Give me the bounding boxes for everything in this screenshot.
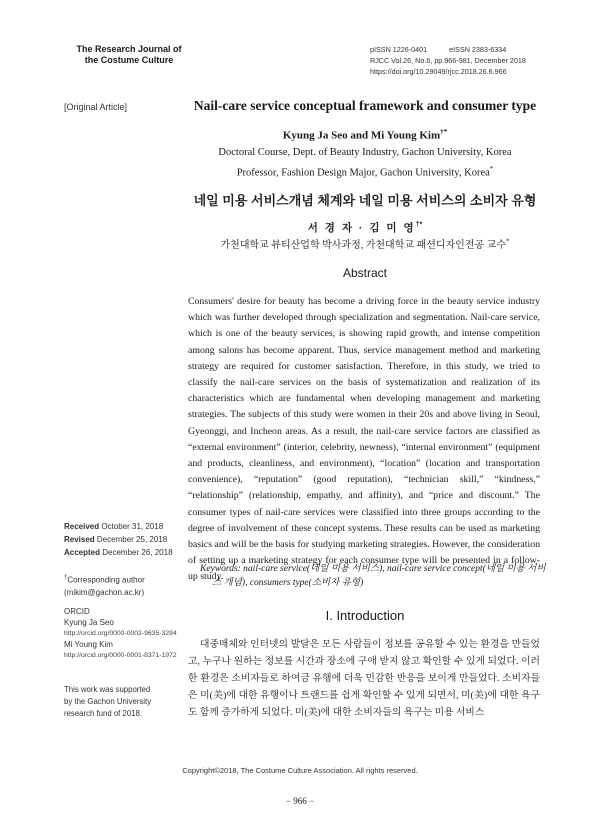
revised-label: Revised: [64, 535, 95, 544]
corresponding-email[interactable]: (mikim@gachon.ac.kr): [64, 587, 145, 597]
affiliation-english-1: Doctoral Course, Dept. of Beauty Industry, Gachon University, Korea: [218, 147, 512, 158]
abstract-heading: Abstract: [342, 266, 387, 280]
affiliation-korean-mark: *: [505, 237, 510, 246]
affiliation-korean: [175, 236, 555, 251]
funding-note: This work was supported by the Gachon University research fund of 2018.: [64, 685, 152, 718]
accepted-date-row: [64, 546, 173, 559]
orcid-link-1[interactable]: http://orcid.org/0000-0002-9635-3294: [64, 630, 177, 637]
orcid-name-1: Kyung Ja Seo: [64, 618, 114, 627]
orcid-link-2[interactable]: http://orcid.org/0000-0001-8371-1972: [64, 652, 177, 659]
accepted-label: Accepted: [64, 548, 101, 557]
orcid-name-2: Mi Young Kim: [64, 640, 113, 649]
orcid-label: ORCID: [64, 607, 90, 616]
affiliation-english-2-line: [175, 161, 555, 182]
citation: RJCC Vol.26, No.6, pp.966-981, December 2018: [370, 56, 526, 65]
orcid-block: [64, 606, 177, 661]
paper-title-english: Nail-care service conceptual framework and consumer type: [193, 98, 537, 113]
accepted-date: December 26, 2018: [102, 548, 173, 557]
authors-english-names: Kyung Ja Seo and Mi Young Kim: [282, 129, 441, 142]
copyright-notice: Copyright©2018, The Costume Culture Association. All rights reserved.: [182, 766, 418, 775]
authors-korean: [175, 220, 555, 235]
introduction-text: 대중매체와 인터넷의 발달은 모든 사람들이 정보를 공유할 수 있는 환경을 만들었고, 누구나 원하는 정보를 시간과 장소에 구애 받지 않고 확인할 수 있게 되었다. 이러한 환경은 소비자들로 하여금 유행에 더욱 민감한 반응을 보이게 만들었다. 소비자들은 미(美)에 대한 유행이나 트랜드를 쉽게 확인할 수 있게 되면서, 미(美)에 대한 욕구도 함께 증가하게 되었다. 미(美)에 대한 소비자들의 욕구는 미용 서비스: [188, 639, 540, 718]
issn-block: [370, 44, 540, 77]
revised-date-row: [64, 533, 173, 546]
keywords: Keywords: nail-care service(네일 미용 서비스), nail-care service concept(네일 미용 서비스 개념), consumers type(소비자 유형): [200, 564, 546, 588]
affiliation-korean-text: 가천대학교 뷰티산업학 박사과정, 가천대학교 패션디자인전공 교수: [220, 240, 506, 251]
affiliation-english-2: Professor, Fashion Design Major, Gachon University, Korea: [236, 167, 490, 179]
page-number: − 966 −: [285, 796, 315, 806]
received-date-row: [64, 520, 173, 533]
abstract-text: Consumers' desire for beauty has become a driving force in the beauty service industry which was further developed through specialization and segmentation. Nail-care service, which is one of the beauty services, is showing rapid growth, and intense competition among salons has become apparent. Thus, service management method and marketing strategy are required for customer satisfaction. Therefore, in this study, we tried to classify the nail-care services on the basis of systematization and realization of its characteristics which are fundamental when developing management and marketing strategies. The subjects of this study were women in their 20s and above living in Seoul, Gyeonggi, and Incheon areas. As a result, the nail-care service factors are classified as “external environment” (interior, celebrity, newness), “internal environment” (equipment and products, cleanliness, and environment), “location” (location and transportation convenience), “reputation” (good reputation), “technician skill,” “kindness,” “relationship” (relationship, empathy, and affinity), and “price and discount.” The consumer types of nail-care services were classified into three groups according to the degree of involvement of these concept systems. These results can be used as marketing basics and will be the basis for studying marketing strategies. However, the consideration of setting up a marketing strategy for each consumer type will be presented in a follow-up study.: [188, 296, 540, 583]
corresponding-mark: †: [64, 575, 68, 581]
journal-name-line2: the Costume Culture: [84, 55, 174, 65]
corresponding-label: Corresponding author: [67, 575, 145, 585]
received-label: Received: [64, 522, 100, 531]
paper-title-korean: 네일 미용 서비스개념 체계와 네일 미용 서비스의 소비자 유형: [193, 193, 537, 208]
authors-korean-mark: †*: [415, 221, 423, 229]
affiliation-english-2-mark: *: [489, 165, 494, 173]
introduction-heading: I. Introduction: [325, 608, 405, 623]
authors-korean-names: 서 경 자 · 김 미 영: [307, 222, 416, 234]
authors-english: [175, 128, 555, 142]
journal-name: [64, 44, 194, 66]
eissn: eISSN 2383-6334: [449, 45, 507, 54]
article-dates: [64, 520, 173, 559]
received-date: October 31, 2018: [101, 522, 164, 531]
corresponding-author: [64, 572, 145, 599]
authors-english-mark: †*: [440, 128, 448, 136]
doi-link[interactable]: https://doi.org/10.29049/rjcc.2018.26.6.966: [370, 67, 507, 76]
revised-date: December 25, 2018: [96, 535, 168, 544]
affiliations-english: [175, 145, 555, 182]
pissn: pISSN 1226-0401: [370, 45, 428, 54]
journal-name-line1: The Research Journal of: [76, 44, 182, 54]
corresponding-label-row: [64, 572, 145, 587]
article-type: [Original Article]: [64, 102, 128, 112]
